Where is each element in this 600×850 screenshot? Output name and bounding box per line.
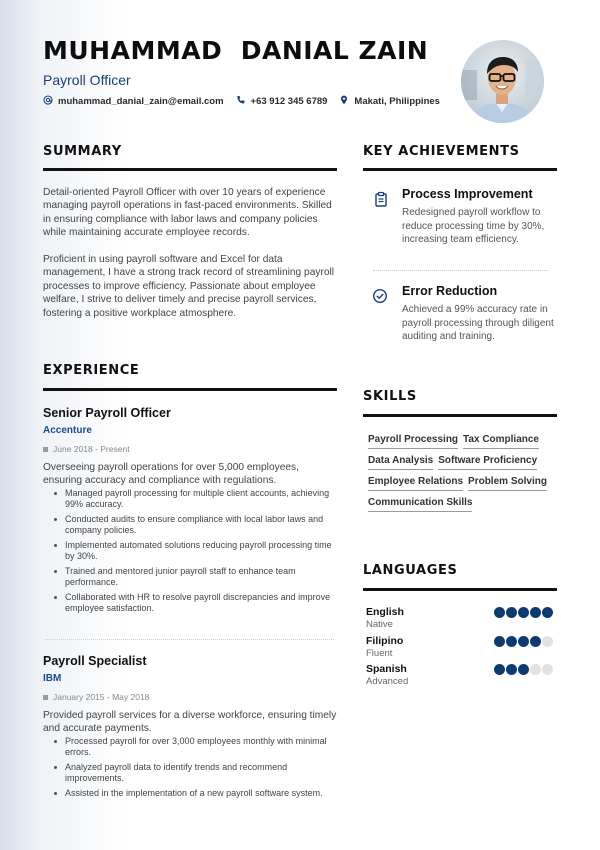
language-level: Fluent <box>366 648 393 659</box>
job-date-range: June 2018 - Present <box>53 444 130 454</box>
skill-tag: Data Analysis <box>368 455 433 470</box>
language-name: Filipino <box>366 635 404 647</box>
language-item <box>366 635 556 659</box>
phone-icon <box>236 95 246 108</box>
rating-dot-filled <box>518 664 529 675</box>
contact-location <box>339 95 440 108</box>
job-bullets <box>43 736 338 799</box>
experience-divider <box>43 388 337 391</box>
clipboard-icon <box>373 191 389 207</box>
job-dates <box>43 692 338 702</box>
job-summary: Provided payroll services for a diverse workforce, ensuring timely and accurate payments. <box>43 710 337 734</box>
at-icon <box>43 95 53 108</box>
rating-dot-filled <box>518 607 529 618</box>
rating-dot-empty <box>542 636 553 647</box>
achievement-title: Process Improvement <box>402 187 533 201</box>
job-bullets <box>43 488 338 614</box>
rating-dot-filled <box>506 664 517 675</box>
calendar-icon <box>43 695 48 700</box>
skills-divider <box>363 414 557 417</box>
language-rating <box>494 607 553 618</box>
rating-dot-filled <box>506 636 517 647</box>
language-rating <box>494 664 553 675</box>
skill-tag: Problem Solving <box>468 476 547 491</box>
skill-tag: Employee Relations <box>368 476 463 491</box>
achievement-description: Achieved a 99% accuracy rate in payroll processing through diligent auditing and training. <box>402 304 554 342</box>
achievement-title: Error Reduction <box>402 284 498 298</box>
language-level: Native <box>366 619 393 630</box>
job-bullet: Assisted in the implementation of a new payroll software system. <box>65 788 338 799</box>
job-bullet: Trained and mentored junior payroll staff to enhance team performance. <box>65 566 338 588</box>
job-position: Payroll Specialist <box>43 654 147 668</box>
check-circle-icon <box>372 288 388 304</box>
summary-paragraph-1: Detail-oriented Payroll Officer with over 10 years of experience managing payroll operations in fast-paced environments. Skilled in ensuring compliance with labor laws and company policies while maintaining accurate employee records. <box>43 187 332 239</box>
job-separator <box>45 639 334 640</box>
skill-tag: Tax Compliance <box>463 434 539 449</box>
rating-dot-empty <box>542 664 553 675</box>
location-text: Makati, Philippines <box>354 96 440 107</box>
summary-divider <box>43 168 337 171</box>
job-position: Senior Payroll Officer <box>43 406 171 420</box>
job-bullet: Conducted audits to ensure compliance with local labor laws and company policies. <box>65 514 338 536</box>
achievement-separator <box>373 270 549 271</box>
rating-dot-filled <box>506 607 517 618</box>
language-item <box>366 663 556 687</box>
language-name: English <box>366 606 404 618</box>
rating-dot-filled <box>530 636 541 647</box>
skills-heading: SKILLS <box>363 389 417 404</box>
job-date-range: January 2015 - May 2018 <box>53 692 150 702</box>
language-name: Spanish <box>366 663 407 675</box>
job-bullet: Managed payroll processing for multiple client accounts, achieving 99% accuracy. <box>65 488 338 510</box>
skill-tag: Payroll Processing <box>368 434 458 449</box>
job-title: Payroll Officer <box>43 72 131 88</box>
job-bullet: Implemented automated solutions reducing payroll processing time by 30%. <box>65 540 338 562</box>
summary-paragraph-2: Proficient in using payroll software and Excel for data management, I have a strong track record of streamlining payroll processes to improve efficiency. Passionate about employee welfare, I strive to deliver timely and precise payroll services, fostering a positive workplace atmosphere. <box>43 254 335 319</box>
experience-heading: EXPERIENCE <box>43 363 140 378</box>
languages-divider <box>363 588 557 591</box>
job-entry <box>43 406 338 618</box>
rating-dot-filled <box>518 636 529 647</box>
rating-dot-filled <box>542 607 553 618</box>
email-text: muhammad_danial_zain@email.com <box>58 96 224 107</box>
job-bullet: Collaborated with HR to resolve payroll discrepancies and improve employee satisfaction. <box>65 592 338 614</box>
rating-dot-filled <box>494 607 505 618</box>
rating-dot-empty <box>530 664 541 675</box>
rating-dot-filled <box>494 636 505 647</box>
achievements-divider <box>363 168 557 171</box>
skill-tag: Communication Skills <box>368 497 472 512</box>
language-level: Advanced <box>366 676 409 687</box>
achievements-heading: KEY ACHIEVEMENTS <box>363 144 520 159</box>
achievement-description: Redesigned payroll workflow to reduce processing time by 30%, increasing team efficiency. <box>402 207 545 245</box>
job-entry <box>43 654 338 803</box>
location-pin-icon <box>339 95 349 108</box>
languages-heading: LANGUAGES <box>363 563 458 578</box>
job-summary: Overseeing payroll operations for over 5,000 employees, ensuring accuracy and compliance with regulations. <box>43 462 299 486</box>
job-company: Accenture <box>43 425 92 436</box>
profile-photo <box>461 40 544 123</box>
language-rating <box>494 636 553 647</box>
phone-text: +63 912 345 6789 <box>250 96 328 107</box>
language-item <box>366 606 556 630</box>
calendar-icon <box>43 447 48 452</box>
skills-list <box>368 434 553 512</box>
skill-tag: Software Proficiency <box>438 455 537 470</box>
contact-phone[interactable] <box>236 95 328 108</box>
job-dates <box>43 444 338 454</box>
summary-heading: SUMMARY <box>43 144 122 159</box>
job-company: IBM <box>43 673 62 684</box>
contact-info <box>43 95 440 108</box>
candidate-name: MUHAMMAD DANIAL ZAIN <box>43 36 429 65</box>
rating-dot-filled <box>494 664 505 675</box>
job-bullet: Analyzed payroll data to identify trends and recommend improvements. <box>65 762 338 784</box>
contact-email[interactable] <box>43 95 224 108</box>
job-bullet: Processed payroll for over 3,000 employees monthly with minimal errors. <box>65 736 338 758</box>
rating-dot-filled <box>530 607 541 618</box>
